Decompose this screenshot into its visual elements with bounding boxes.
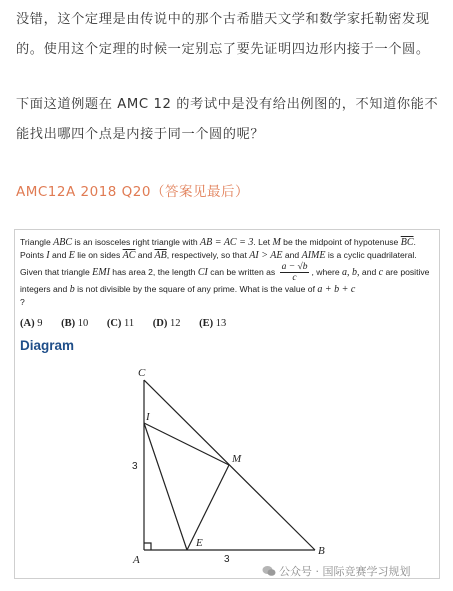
hypotenuse-bc <box>144 380 315 550</box>
label-b: B <box>318 545 325 557</box>
problem-statement: Triangle ABC is an isosceles right triangle with AB = AC = 3. Let M be the midpoint of hypotenuse $\overline{BC}$. Points I and E lie on sides $\overline{AC}$ and $\overline{AB}$, respectively, so that AI > AE and AIME is a cyclic quadrilateral. Given that triangle EMI has area 2, the length CI can be written as $\frac{a - √b}{c}$ , where a, b, and c are positive integers and b is not divisible by the square of any prime. What is the value of a + b + c ? <box>20 237 430 307</box>
label-i: I <box>146 411 150 423</box>
label-a: A <box>133 554 140 566</box>
problem-image <box>14 229 440 579</box>
right-angle-mark <box>144 543 151 550</box>
choice-c: (C) 11 <box>106 318 135 329</box>
segment-ie <box>144 423 187 550</box>
wechat-icon <box>262 565 276 577</box>
label-e: E <box>196 537 203 549</box>
triangle-diagram <box>15 230 441 580</box>
intro-paragraph-2: 下面这道例题在 AMC 12 的考试中是没有给出例图的，不知道你能不能找出哪四个点是内接于同一个圆的呢？ <box>16 97 439 142</box>
label-m: M <box>232 453 242 465</box>
problem-heading: AMC12A 2018 Q20（答案见最后） <box>16 184 249 200</box>
label-c: C <box>138 367 146 379</box>
label-side-ab: 3 <box>224 554 230 565</box>
label-side-ac: 3 <box>132 461 138 472</box>
intro-paragraph-1: 没错，这个定理是由传说中的那个古希腊天文学和数学家托勒密发现的。使用这个定理的时候一定别忘了要先证明四边形内接于一个圆。 <box>16 12 430 57</box>
choice-a: (A) 9 <box>20 318 43 329</box>
choice-d: (D) 12 <box>152 318 181 329</box>
watermark <box>262 563 411 579</box>
segment-em <box>187 465 229 550</box>
segment-im <box>144 423 229 465</box>
watermark-text: 公众号 · 国际竞赛学习规划 <box>279 565 411 578</box>
diagram-title: Diagram <box>20 338 75 353</box>
choice-e: (E) 13 <box>199 318 227 329</box>
choice-b: (B) 10 <box>61 318 89 329</box>
fraction: $\frac{a - √b}{c}$ <box>281 262 308 283</box>
